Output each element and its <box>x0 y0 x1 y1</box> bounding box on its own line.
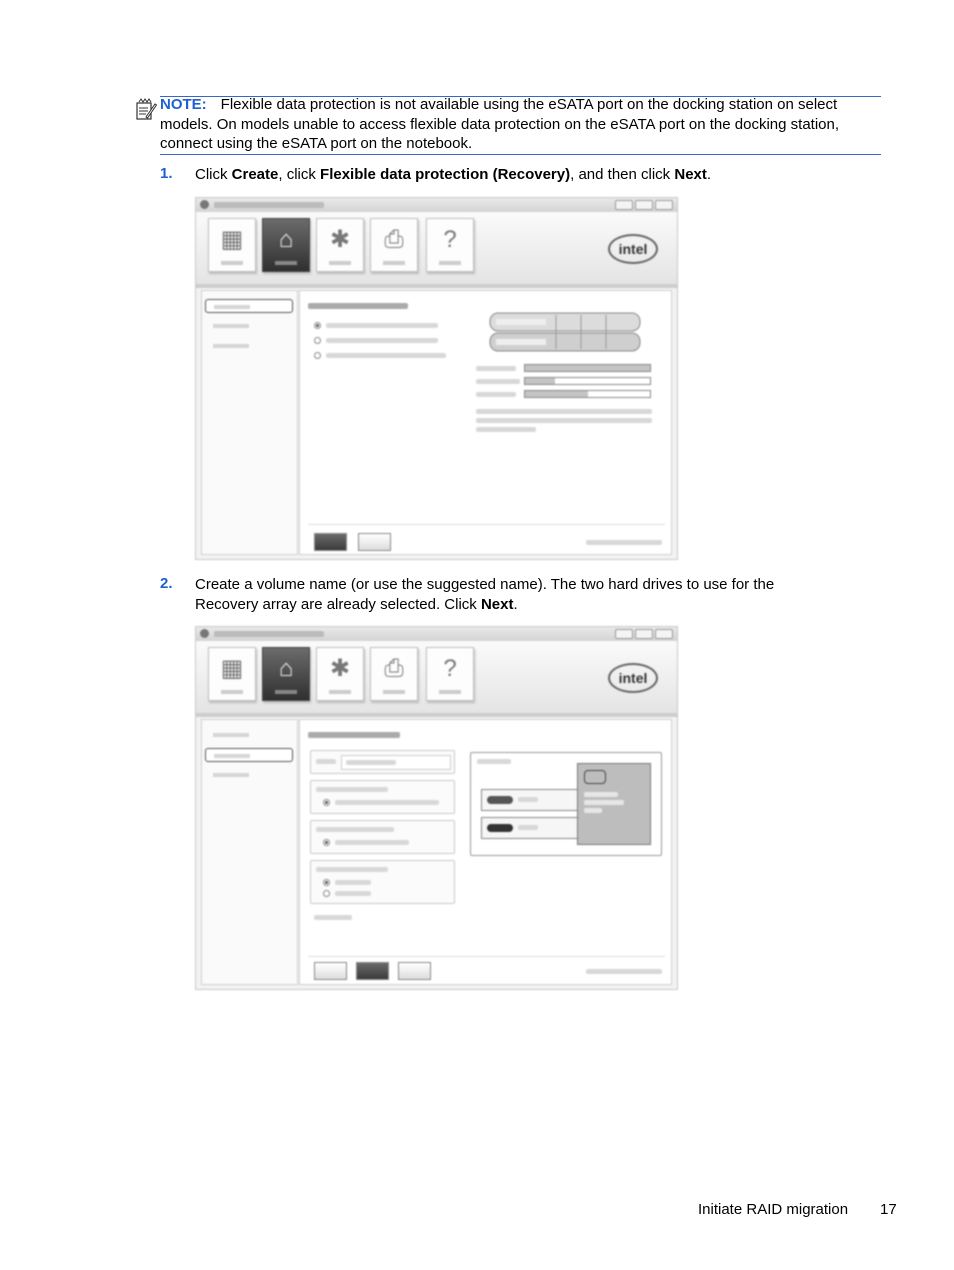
wizard-step-confirm <box>205 339 293 353</box>
protection-bar <box>524 390 651 398</box>
toolbar <box>196 212 677 288</box>
help-icon: ? <box>426 218 474 272</box>
footer-section-title: Initiate RAID migration <box>698 1201 849 1218</box>
wizard-step-confirm <box>205 768 293 782</box>
recovery-drive-box <box>310 820 455 854</box>
minimize-icon <box>615 629 633 639</box>
note-label: NOTE: <box>160 96 207 113</box>
section-heading <box>308 732 400 738</box>
section-heading <box>308 303 408 309</box>
wizard-step-configure <box>205 748 293 762</box>
status-icon: ▦ <box>208 647 256 701</box>
page-number: 17 <box>880 1201 897 1218</box>
step-1-text: Click Create, click Flexible data protection (Recovery), and then click Next. <box>195 166 712 183</box>
note-icon <box>135 98 157 122</box>
next-button <box>356 962 389 980</box>
screenshot-create-volume-type <box>195 197 678 560</box>
select-drive-box <box>310 780 455 814</box>
close-icon <box>655 200 673 210</box>
create-icon: ⌂ <box>262 218 310 272</box>
volume-name-box <box>310 750 455 774</box>
maximize-icon <box>635 629 653 639</box>
capacity-bar <box>524 364 651 372</box>
intel-logo: intel <box>608 663 658 693</box>
step-2-text: Create a volume name (or use the suggested name). The two hard drives to use for the Recovery array are already selected. Click Next. <box>195 576 775 613</box>
note-body: Flexible data protection is not available using the eSATA port on the docking station on select models. On models unable to access flexible data protection on the eSATA port on the docking station, connect using the eSATA port on the notebook. <box>160 96 840 153</box>
update-mode-box <box>310 860 455 904</box>
array-preview <box>470 752 662 856</box>
note-bottom-rule <box>160 154 881 155</box>
wizard-steps <box>201 719 298 985</box>
create-icon: ⌂ <box>262 647 310 701</box>
wizard-step-configure <box>205 319 293 333</box>
advanced-link <box>314 915 352 920</box>
radio-option <box>314 337 321 344</box>
preferences-icon: ⎙ <box>370 647 418 701</box>
wizard-content <box>299 290 672 555</box>
help-icon: ? <box>426 647 474 701</box>
wizard-step-select <box>205 728 293 742</box>
wizard-steps <box>201 290 298 555</box>
note-text <box>160 95 885 154</box>
next-button <box>314 533 347 551</box>
radio-option <box>314 352 321 359</box>
manage-icon: ✱ <box>316 647 364 701</box>
window-titlebar <box>196 627 677 641</box>
screenshot-configure-volume <box>195 626 678 990</box>
volume-block <box>577 763 651 845</box>
status-icon: ▦ <box>208 218 256 272</box>
raid-drives-icon <box>486 309 646 357</box>
cancel-button <box>398 962 431 980</box>
radio-option <box>314 322 321 329</box>
back-button <box>314 962 347 980</box>
window-titlebar <box>196 198 677 212</box>
cancel-button <box>358 533 391 551</box>
preferences-icon: ⎙ <box>370 218 418 272</box>
manage-icon: ✱ <box>316 218 364 272</box>
performance-bar <box>524 377 651 385</box>
maximize-icon <box>635 200 653 210</box>
step-2-number: 2. <box>160 575 173 592</box>
toolbar <box>196 641 677 717</box>
wizard-step-select <box>205 299 293 313</box>
wizard-content <box>299 719 672 985</box>
close-icon <box>655 629 673 639</box>
minimize-icon <box>615 200 633 210</box>
step-1-number: 1. <box>160 165 173 182</box>
intel-logo: intel <box>608 234 658 264</box>
